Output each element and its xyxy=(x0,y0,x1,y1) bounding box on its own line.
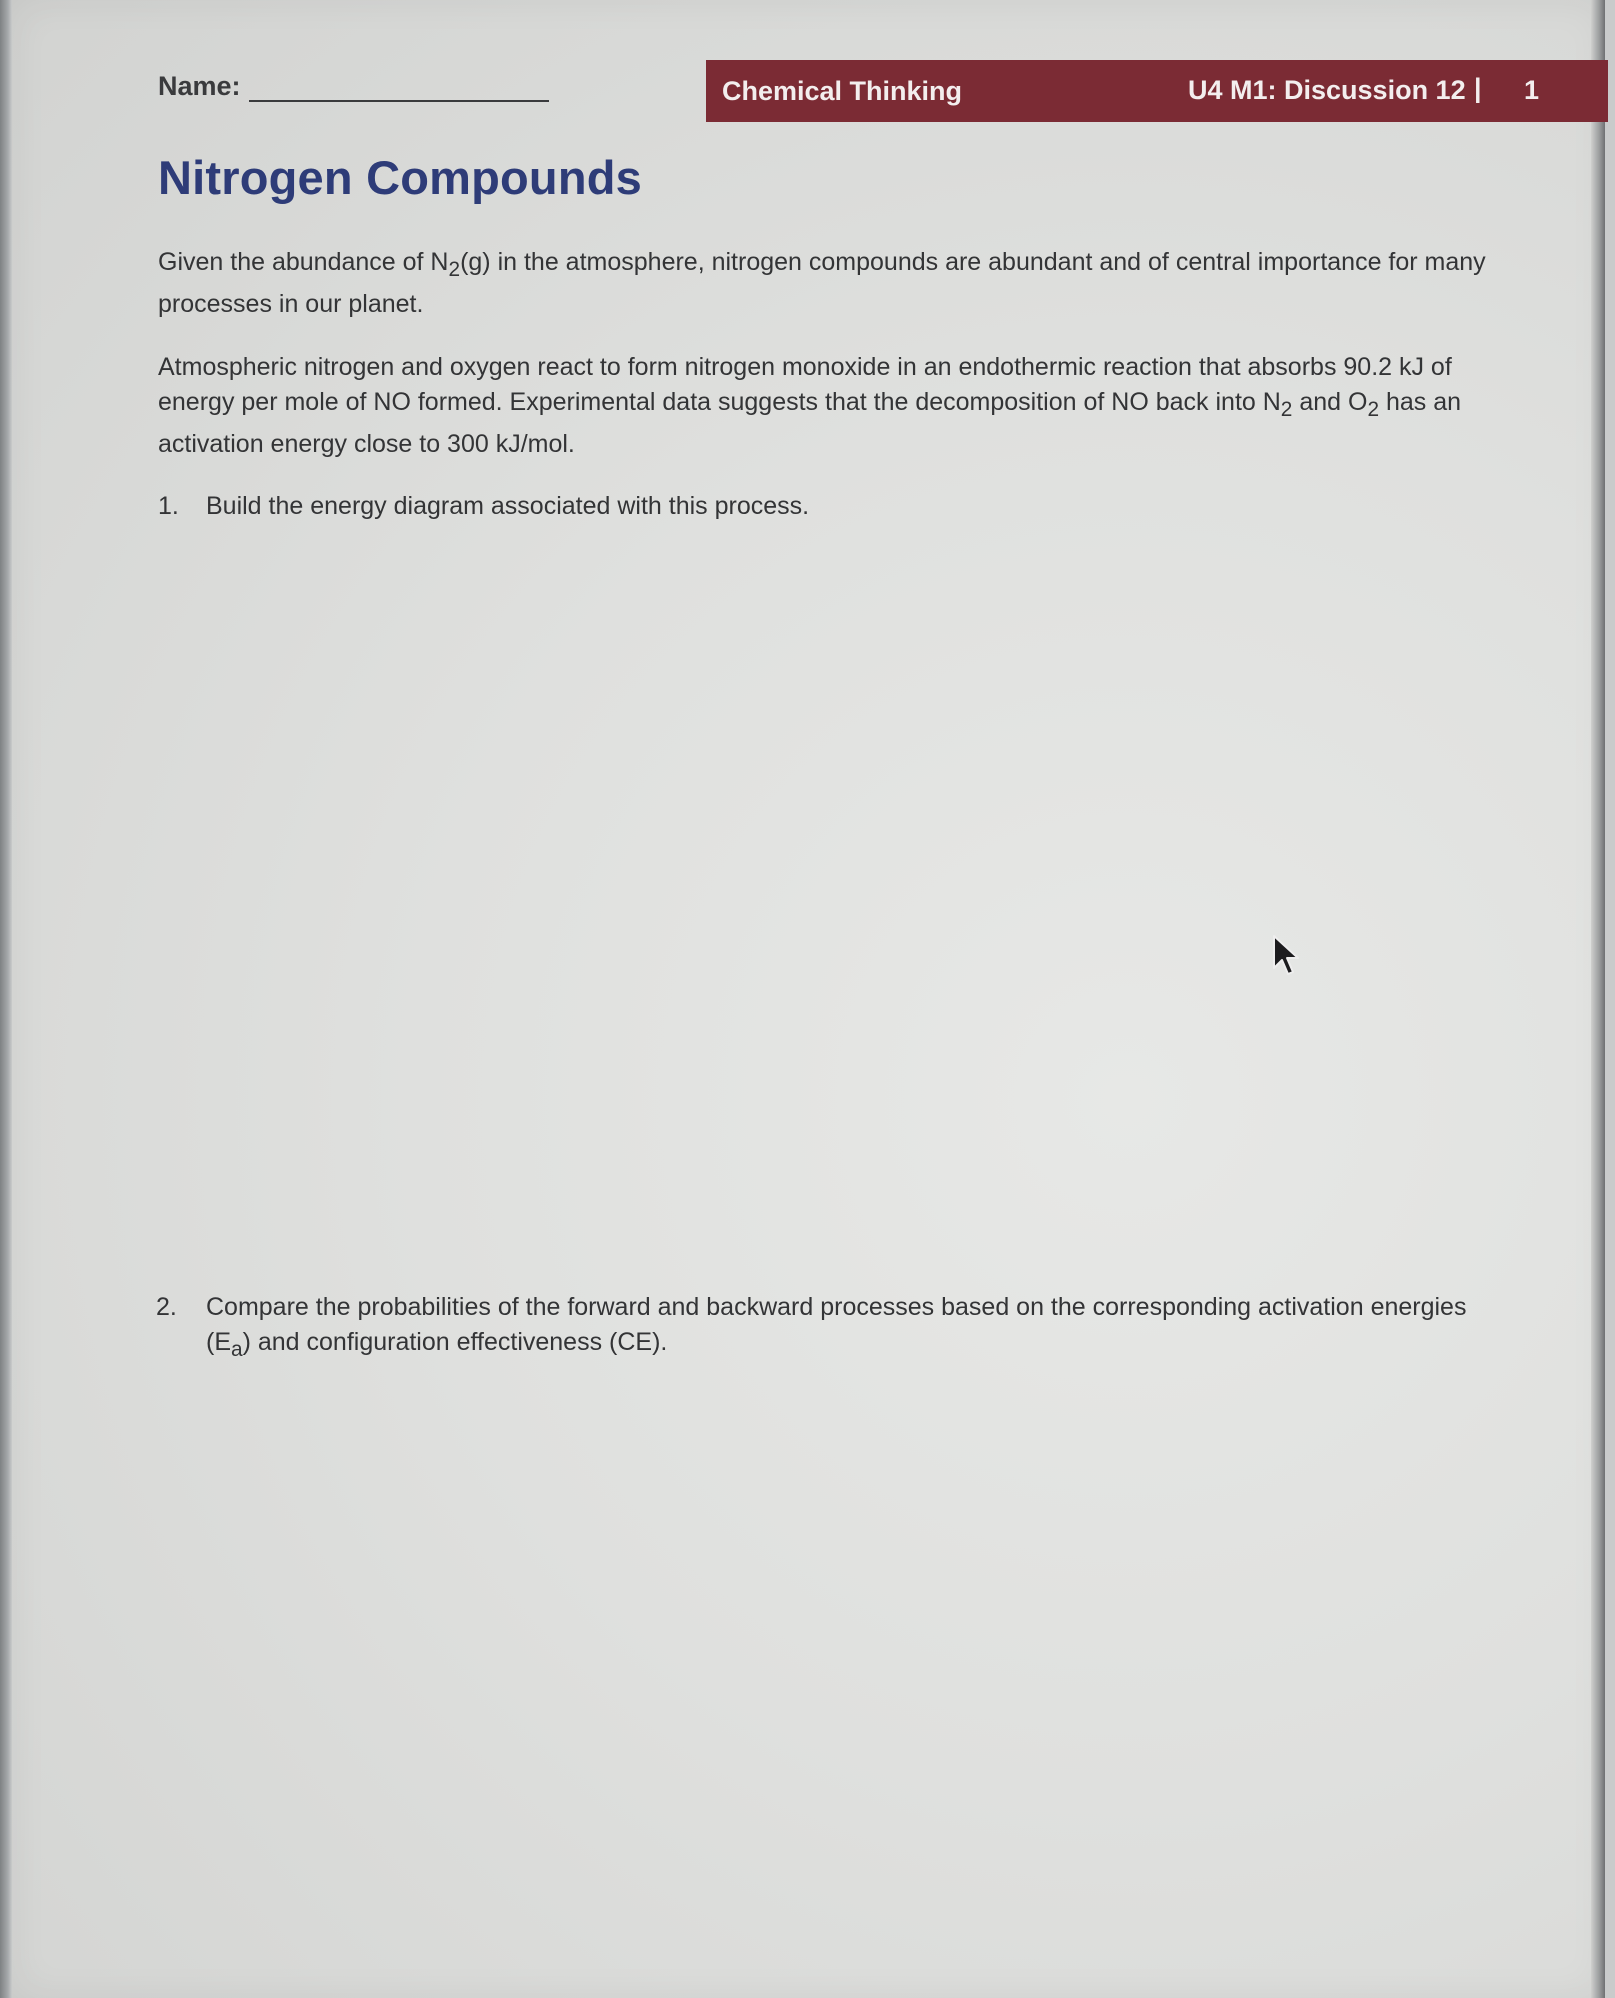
name-label: Name: xyxy=(158,71,241,101)
question-text-part-2: ) and configuration effectiveness (CE). xyxy=(242,1328,668,1356)
page-title: Nitrogen Compounds xyxy=(158,151,642,204)
course-title: Chemical Thinking xyxy=(722,76,963,106)
question-number: 1. xyxy=(158,492,179,520)
question-text: Build the energy diagram associated with this process. xyxy=(206,492,810,520)
question-1 xyxy=(158,489,1478,524)
reaction-text-2: and O xyxy=(1292,388,1368,416)
name-field-row xyxy=(158,70,549,102)
question-text-part-1: Compare the probabilities of the forward and backward processes based on the corresponding activation energies (E xyxy=(206,1293,1467,1356)
page-edge-shadow xyxy=(1591,0,1605,1998)
reaction-paragraph xyxy=(158,350,1488,462)
subscript: 2 xyxy=(1367,398,1380,421)
reaction-text-1: Atmospheric nitrogen and oxygen react to form nitrogen monoxide in an endothermic reaction that absorbs 90.2 kJ of energy per mole of NO formed. Experimental data suggests that the decomposition of NO back into N xyxy=(158,353,1452,416)
name-blank-line xyxy=(249,70,549,102)
section-title: U4 M1: Discussion 12 xyxy=(1188,75,1466,105)
mouse-pointer-icon xyxy=(1272,934,1302,980)
header-divider: | xyxy=(1474,73,1482,103)
subscript: 2 xyxy=(448,258,461,281)
reaction-text-3: has an activation energy close to 300 kJ/mol. xyxy=(158,388,1462,458)
intro-text-2: (g) in the atmosphere, nitrogen compounds are abundant and of central importance for many processes in our planet. xyxy=(158,248,1486,318)
question-2 xyxy=(158,1290,1478,1367)
page-number: 1 xyxy=(1524,75,1540,105)
subscript: a xyxy=(231,1338,243,1361)
question-text xyxy=(206,1290,1478,1367)
intro-text-1: Given the abundance of N xyxy=(158,248,449,276)
question-number: 2. xyxy=(156,1293,177,1321)
course-header-bar xyxy=(706,60,1608,122)
subscript: 2 xyxy=(1280,398,1293,421)
intro-paragraph xyxy=(158,245,1488,322)
